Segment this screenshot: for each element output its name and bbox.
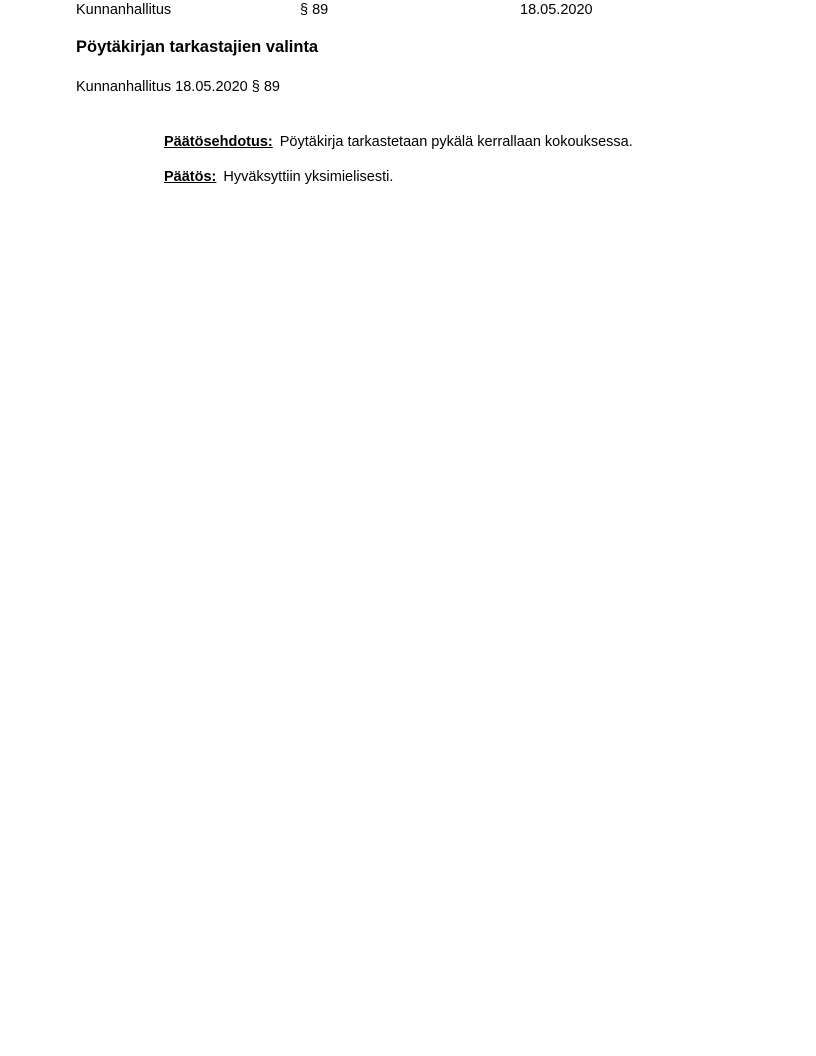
decision-text: Hyväksyttiin yksimielisesti.: [223, 169, 394, 185]
document-body: [164, 132, 740, 187]
header-section-number: § 89: [300, 2, 329, 18]
proposal-paragraph: [164, 132, 740, 152]
document-subtitle: Kunnanhallitus 18.05.2020 § 89: [76, 79, 280, 95]
page-title: Pöytäkirjan tarkastajien valinta: [76, 38, 319, 56]
header-organ: Kunnanhallitus: [76, 2, 172, 18]
proposal-text: Pöytäkirja tarkastetaan pykälä kerrallaan kokouksessa.: [279, 134, 633, 150]
proposal-label: Päätösehdotus:: [164, 134, 273, 150]
decision-paragraph: [164, 167, 740, 187]
decision-label: Päätös:: [164, 169, 217, 185]
header-date: 18.05.2020: [520, 2, 593, 18]
page-header: [76, 0, 740, 20]
